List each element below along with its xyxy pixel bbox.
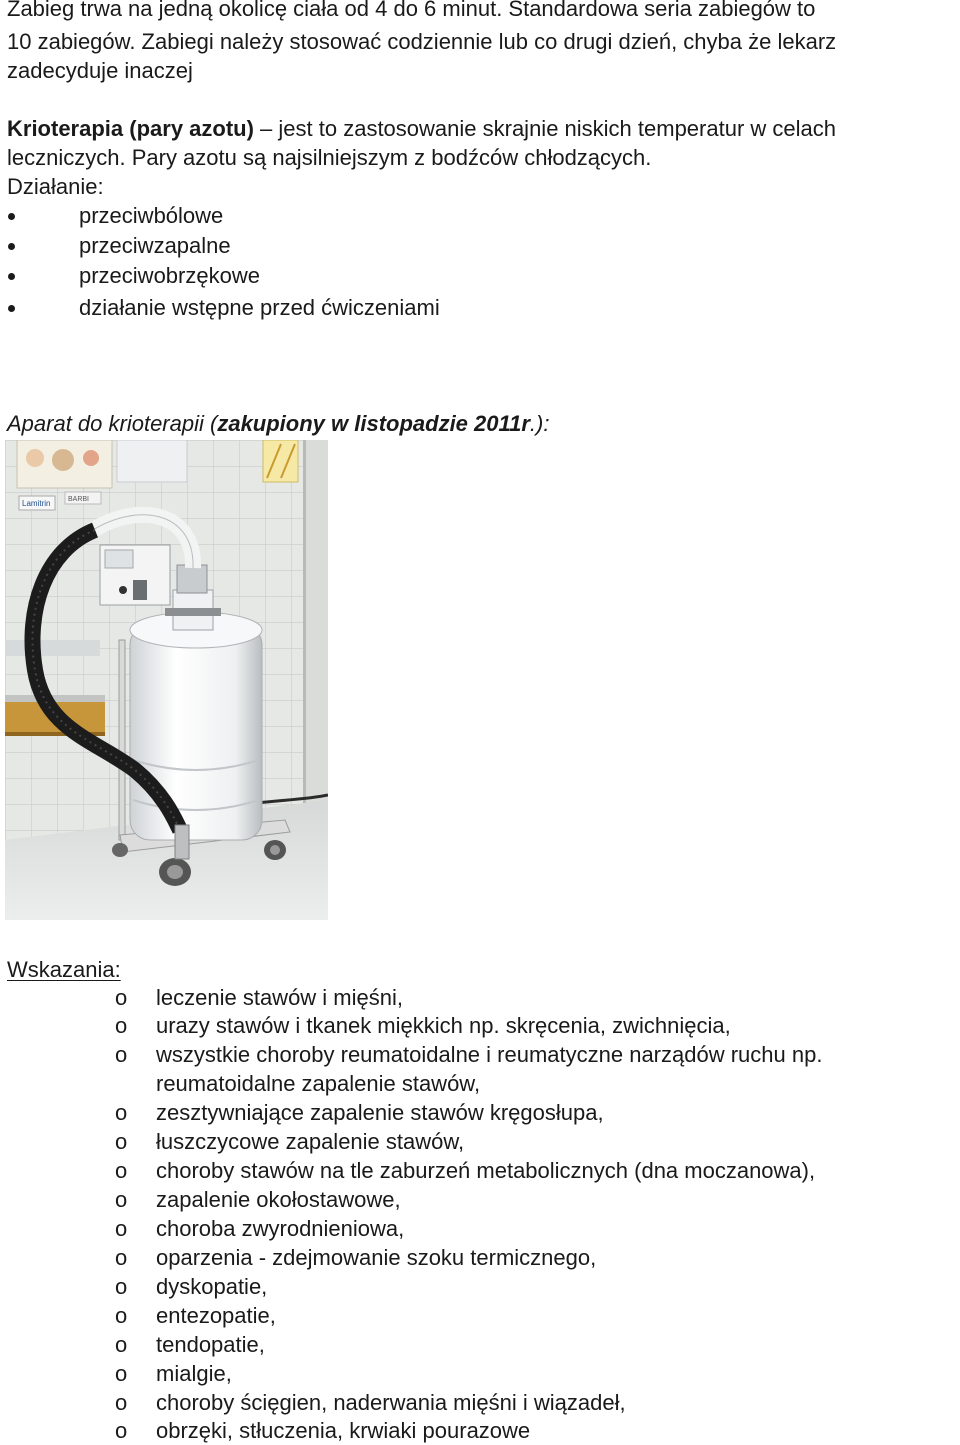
indication-text: łuszczycowe zapalenie stawów,: [156, 1129, 465, 1154]
bullet-dot-icon: [8, 273, 15, 280]
indication-text: oparzenia - zdejmowanie szoku termicznego,: [156, 1245, 597, 1270]
krio-term: Krioterapia (pary azotu): [7, 116, 254, 141]
indication-text: choroba zwyrodnieniowa,: [156, 1216, 405, 1241]
list-marker: o: [115, 1418, 128, 1443]
device-caption-suffix: .):: [529, 411, 550, 436]
bullet-dot-icon: [8, 243, 15, 250]
list-marker: o: [115, 1390, 128, 1415]
indication-text: choroby stawów na tle zaburzeń metabolicznych (dna moczanowa),: [156, 1158, 816, 1183]
list-marker: o: [115, 1303, 128, 1328]
intro-line-2: 10 zabiegów. Zabiegi należy stosować codziennie lub co drugi dzień, chyba że lekarz: [7, 29, 837, 54]
device-photo: [5, 440, 328, 920]
device-caption: [7, 409, 549, 438]
indication-text: obrzęki, stłuczenia, krwiaki pourazowe: [156, 1418, 531, 1443]
krio-line-1-rest: – jest to zastosowanie skrajnie niskich temperatur w celach: [253, 116, 836, 141]
indication-text: entezopatie,: [156, 1303, 276, 1328]
krio-line-2: leczniczych. Pary azotu są najsilniejszym z bodźców chłodzących.: [7, 145, 652, 170]
indication-text: choroby ścięgien, naderwania mięśni i wiązadeł,: [156, 1390, 626, 1415]
intro-line-3: zadecyduje inaczej: [7, 58, 193, 83]
action-item-text: przeciwbólowe: [79, 203, 224, 228]
cryotherapy-device-image: [5, 440, 328, 920]
krio-line-1: [7, 114, 836, 143]
action-item-text: przeciwzapalne: [79, 233, 231, 258]
list-marker: o: [115, 1042, 128, 1067]
wall-label: BARBI: [68, 496, 90, 503]
indication-text: tendopatie,: [156, 1332, 265, 1357]
list-marker: o: [115, 1158, 128, 1183]
intro-line-1: Zabieg trwa na jedną okolicę ciała od 4 do 6 minut. Standardowa seria zabiegów to: [7, 0, 816, 21]
indication-text: wszystkie choroby reumatoidalne i reumatyczne narządów ruchu np.: [156, 1042, 823, 1067]
list-marker: o: [115, 1361, 128, 1386]
indication-text: mialgie,: [156, 1361, 232, 1386]
bullet-dot-icon: [8, 305, 15, 312]
indication-text: zesztywniające zapalenie stawów kręgosłupa,: [156, 1100, 604, 1125]
list-marker: o: [115, 1274, 128, 1299]
device-caption-prefix: Aparat do krioterapii (: [7, 411, 218, 436]
list-marker: o: [115, 1013, 128, 1038]
list-marker: o: [115, 1100, 128, 1125]
indication-text: reumatoidalne zapalenie stawów,: [156, 1071, 481, 1096]
list-marker: o: [115, 1187, 128, 1212]
bullet-dot-icon: [8, 213, 15, 220]
list-marker: o: [115, 1129, 128, 1154]
action-label: Działanie:: [7, 174, 104, 199]
list-marker: o: [115, 1245, 128, 1270]
indication-text: leczenie stawów i mięśni,: [156, 985, 403, 1010]
wall-label: Lamitrin: [22, 499, 51, 508]
list-marker: o: [115, 985, 128, 1010]
list-marker: o: [115, 1216, 128, 1241]
indication-text: zapalenie okołostawowe,: [156, 1187, 401, 1212]
action-item-text: działanie wstępne przed ćwiczeniami: [79, 295, 440, 320]
action-item-text: przeciwobrzękowe: [79, 263, 260, 288]
indication-text: urazy stawów i tkanek miękkich np. skręcenia, zwichnięcia,: [156, 1013, 731, 1038]
indications-label: Wskazania:: [7, 957, 121, 982]
indication-text: dyskopatie,: [156, 1274, 268, 1299]
device-caption-emphasis: zakupiony w listopadzie 2011r: [217, 411, 530, 436]
list-marker: o: [115, 1332, 128, 1357]
